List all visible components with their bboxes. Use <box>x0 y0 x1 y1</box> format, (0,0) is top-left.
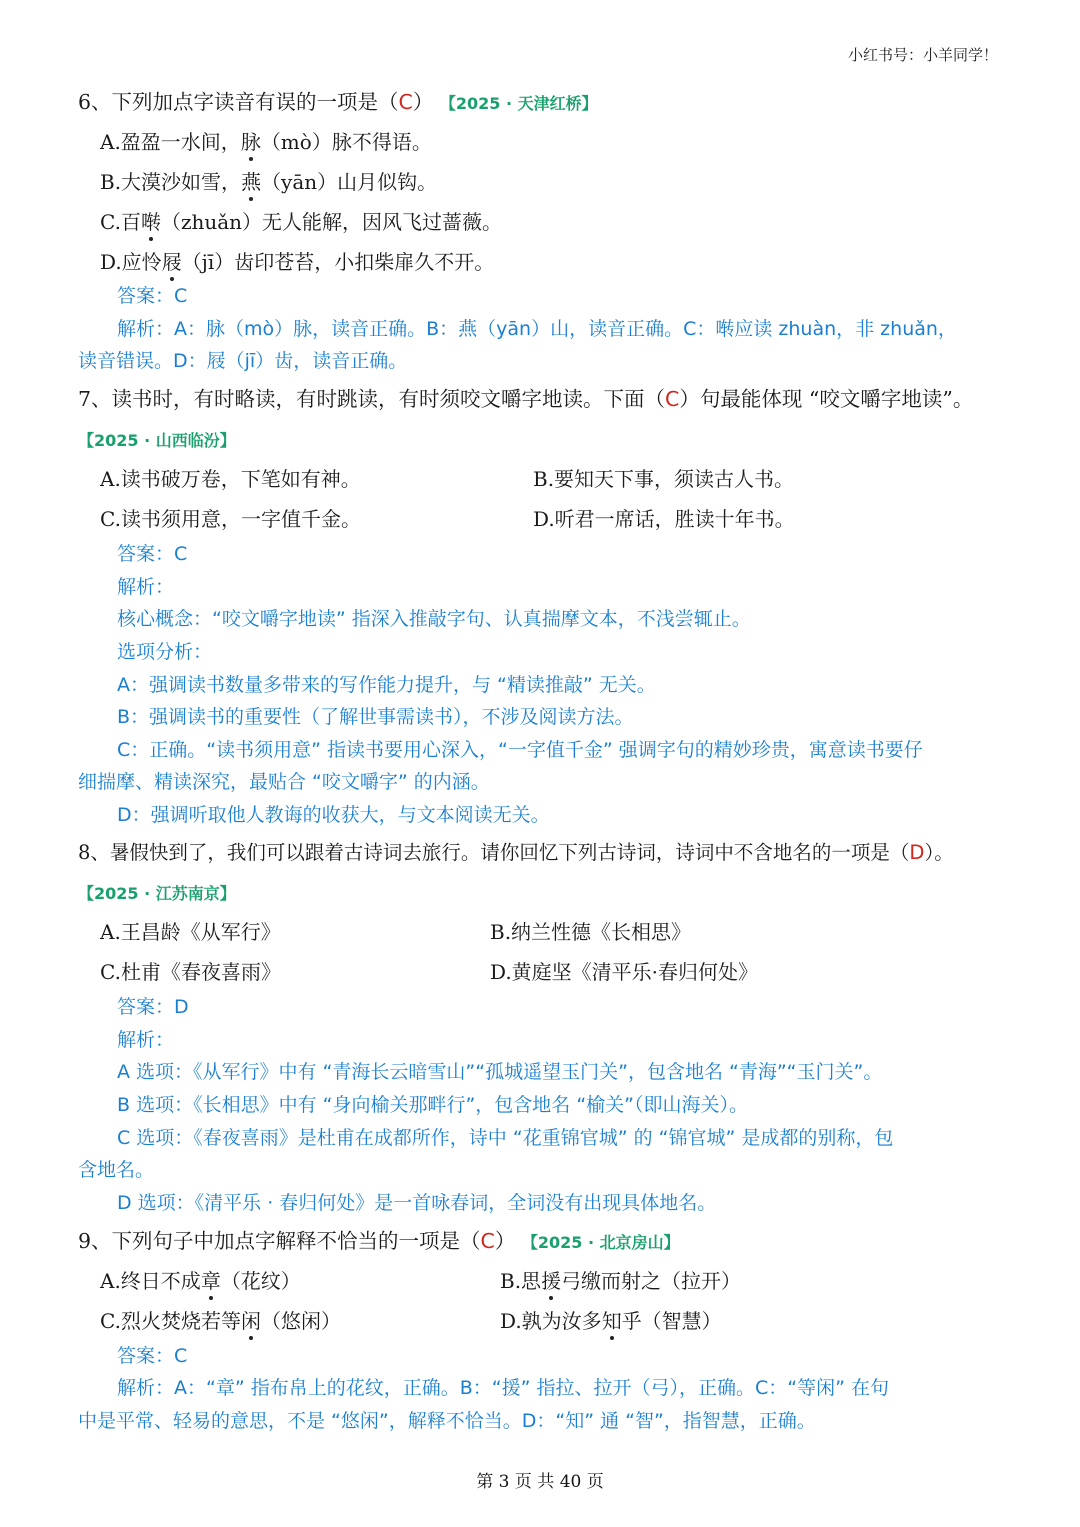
option-text: （jī）齿印苍苔，小扣柴扉久不开。 <box>181 250 495 274</box>
page-number: 第 3 页 共 40 页 <box>476 1472 604 1492</box>
question-6-explanation-line-2: 读音错误。D：屐（jī）齿，读音正确。 <box>78 350 408 372</box>
question-9-explanation-line-2: 中是平常、轻易的意思，不是 “悠闲”，解释不恰当。D：“知” 通 “智”，指智慧，正确。 <box>78 1410 816 1432</box>
option-text: （花纹） <box>220 1269 301 1293</box>
question-8-option-d: D.黄庭坚《清平乐·春归何处》 <box>490 960 759 984</box>
question-6-stem-end: ） <box>412 90 434 114</box>
question-7-stem: 7、读书时，有时略读，有时跳读，有时须咬文嚼字地读。下面（ <box>78 387 666 411</box>
header-note: 小红书号：小羊同学！ <box>847 46 998 64</box>
question-8 <box>78 839 954 867</box>
question-7-analysis-c-line-1: C：正确。“读书须用意” 指读书要用心深入，“一字值千金” 强调字句的精妙珍贵，寓意读书要仔 <box>117 739 923 761</box>
question-9-stem: 9、下列句子中加点字解释不恰当的一项是（ <box>78 1229 481 1253</box>
question-8-stem-end: ）。 <box>924 841 954 864</box>
question-9-answer-mark: C <box>480 1229 495 1253</box>
question-7-analysis-c-line-2: 细揣摩、精读深究，最贴合 “咬文嚼字” 的内涵。 <box>78 771 490 793</box>
option-text: （悠闲） <box>260 1309 341 1333</box>
question-7-source-tag: 【2025 · 山西临汾】 <box>78 431 236 450</box>
question-8-option-c: C.杜甫《春夜喜雨》 <box>100 960 281 984</box>
dotted-char: 章 <box>200 1269 221 1293</box>
question-8-analysis-b: B 选项：《长相思》中有 “身向榆关那畔行”，包含地名 “榆关”（即山海关）。 <box>117 1094 749 1116</box>
question-8-analysis-d: D 选项：《清平乐 · 春归何处》是一首咏春词，全词没有出现具体地名。 <box>117 1192 717 1214</box>
question-6-explanation-line-1: 解析：A：脉（mò）脉，读音正确。B：燕（yān）山，读音正确。C：啭应读 zhuàn，非 zhuǎn， <box>117 318 957 340</box>
option-text: A.盈盈一水间， <box>100 130 241 154</box>
option-text: D.孰为汝多 <box>500 1309 602 1333</box>
question-7-option-c: C.读书须用意，一字值千金。 <box>100 507 361 531</box>
question-7-analysis-title: 选项分析： <box>117 641 213 663</box>
question-9 <box>78 1227 680 1257</box>
question-8-answer: 答案：D <box>117 996 189 1018</box>
dotted-char: 屐 <box>161 250 182 274</box>
question-9-option-b <box>500 1267 741 1295</box>
question-8-analysis-c-line-2: 含地名。 <box>78 1159 155 1181</box>
question-9-source-tag: 【2025 · 北京房山】 <box>521 1233 680 1252</box>
question-8-option-a: A.王昌龄《从军行》 <box>100 920 281 944</box>
question-9-answer: 答案：C <box>117 1345 188 1367</box>
option-text: C.百 <box>100 210 141 234</box>
option-text: （yān）山月似钩。 <box>261 170 438 194</box>
question-8-analysis-c-line-1: C 选项：《春夜喜雨》是杜甫在成都所作，诗中 “花重锦官城” 的 “锦官城” 是成都的别称，包 <box>117 1127 894 1149</box>
question-7 <box>78 385 973 413</box>
option-text: 乎（智慧） <box>621 1309 722 1333</box>
question-8-stem: 8、暑假快到了，我们可以跟着古诗词去旅行。请你回忆下列古诗词，诗词中不含地名的一项是（ <box>78 841 910 864</box>
dotted-char: 脉 <box>240 130 261 154</box>
question-7-option-b: B.要知天下事，须读古人书。 <box>533 467 795 491</box>
question-6-option-c <box>100 208 502 236</box>
question-6-option-b <box>100 168 437 196</box>
question-7-analysis-a: A：强调读书数量多带来的写作能力提升，与 “精读推敲” 无关。 <box>117 674 656 696</box>
question-9-stem-end: ） <box>494 1229 516 1253</box>
question-7-stem-end: ）句最能体现 “咬文嚼字地读”。 <box>679 387 974 411</box>
question-9-explanation-line-1: 解析：A：“章” 指布帛上的花纹，正确。B：“援” 指拉、拉开（弓），正确。C：“等闲” 在句 <box>117 1377 889 1399</box>
option-text: D.应怜 <box>100 250 162 274</box>
question-6-source-tag: 【2025 · 天津红桥】 <box>439 94 598 113</box>
dotted-char: 援 <box>541 1269 562 1293</box>
question-9-option-d <box>500 1307 722 1335</box>
question-7-explanation-title: 解析： <box>117 576 175 598</box>
question-8-explanation-title: 解析： <box>117 1029 175 1051</box>
question-6-option-d <box>100 248 494 276</box>
dotted-char: 闲 <box>240 1309 261 1333</box>
question-9-option-a <box>100 1267 301 1295</box>
question-7-answer-mark: C <box>665 387 680 411</box>
option-text: 弓缴而射之（拉开） <box>561 1269 742 1293</box>
question-8-answer-mark: D <box>909 841 925 864</box>
option-text: （mò）脉不得语。 <box>260 130 432 154</box>
option-text: A.终日不成 <box>100 1269 201 1293</box>
question-7-option-d: D.听君一席话，胜读十年书。 <box>533 507 795 531</box>
dotted-char: 燕 <box>241 170 262 194</box>
question-6-option-a <box>100 128 432 156</box>
question-7-core-concept: 核心概念：“咬文嚼字地读” 指深入推敲字句、认真揣摩文本，不浅尝辄止。 <box>117 608 751 630</box>
question-6-answer-mark: C <box>398 90 413 114</box>
dotted-char: 知 <box>601 1309 622 1333</box>
question-8-analysis-a: A 选项：《从军行》中有 “青海长云暗雪山”“孤城遥望玉门关”，包含地名 “青海”“玉门关”。 <box>117 1061 883 1083</box>
option-text: B.大漠沙如雪， <box>100 170 242 194</box>
question-8-option-b: B.纳兰性德《长相思》 <box>490 920 692 944</box>
question-9-option-c <box>100 1307 341 1335</box>
option-text: （zhuǎn）无人能解，因风飞过蔷薇。 <box>160 210 503 234</box>
question-6-stem: 6、下列加点字读音有误的一项是（ <box>78 90 399 114</box>
option-text: C.烈火焚烧若等 <box>100 1309 241 1333</box>
question-7-answer: 答案：C <box>117 543 188 565</box>
question-7-option-a: A.读书破万卷，下笔如有神。 <box>100 467 361 491</box>
question-6-answer: 答案：C <box>117 285 188 307</box>
dotted-char: 啭 <box>140 210 161 234</box>
option-text: B.思 <box>500 1269 542 1293</box>
question-6 <box>78 88 598 118</box>
question-8-source-tag: 【2025 · 江苏南京】 <box>78 884 236 903</box>
question-7-analysis-b: B：强调读书的重要性（了解世事需读书），不涉及阅读方法。 <box>117 706 634 728</box>
question-7-analysis-d: D：强调听取他人教诲的收获大，与文本阅读无关。 <box>117 804 550 826</box>
